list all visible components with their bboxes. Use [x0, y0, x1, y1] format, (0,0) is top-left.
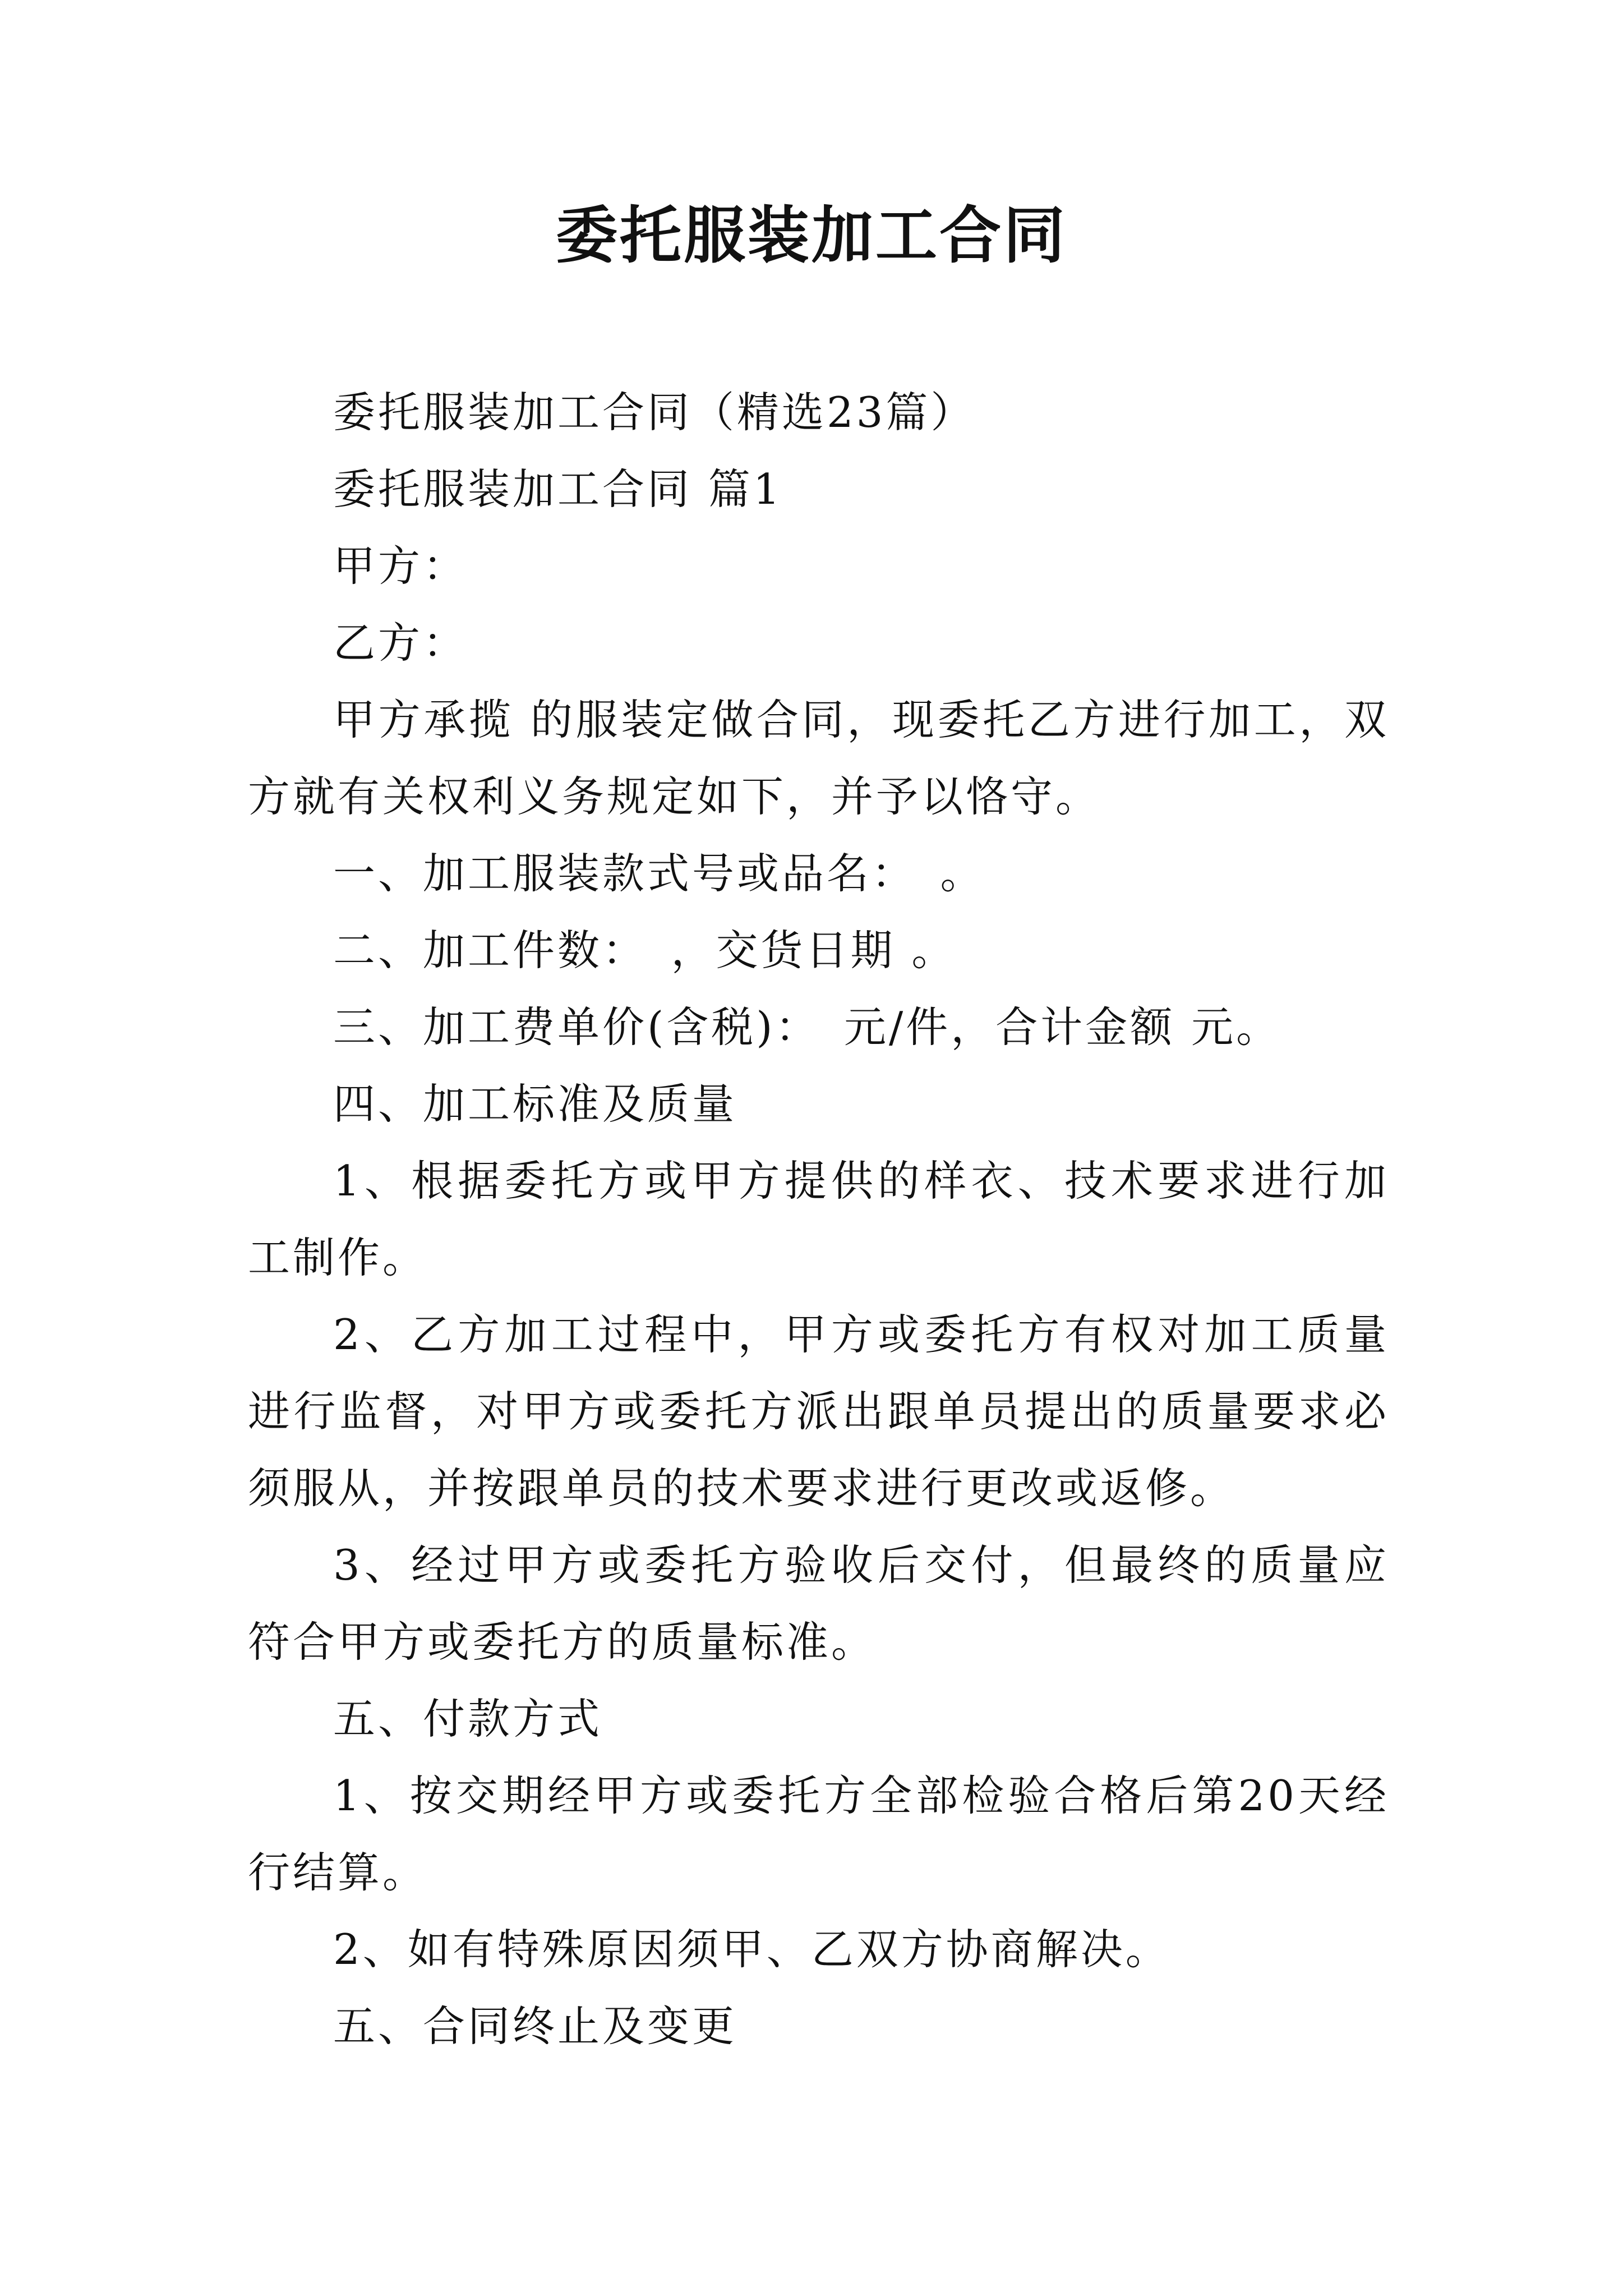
- section-heading-part-1: 委托服装加工合同 篇1: [333, 464, 783, 514]
- clause-5-heading: 五、付款方式: [333, 1694, 603, 1743]
- clause-5-item-1: 1、按交期经甲方或委托方全部检验合格后第20天经行结算。: [248, 1771, 1389, 1897]
- clause-1-style: 一、加工服装款式号或品名： 。: [333, 849, 985, 898]
- clause-4-item-2: 2、乙方加工过程中，甲方或委托方有权对加工质量进行监督，对甲方或委托方派出跟单员提出的质量要求必须服从，并按跟单员的技术要求进行更改或返修。: [248, 1310, 1389, 1513]
- clause-2-quantity: 二、加工件数： ，交货日期 。: [333, 926, 957, 975]
- clause-4-item-3: 3、经过甲方或委托方验收后交付，但最终的质量应符合甲方或委托方的质量标准。: [248, 1540, 1389, 1667]
- intro-paragraph: 甲方承揽 的服装定做合同，现委托乙方进行加工，双方就有关权利义务规定如下，并予以恪守。: [248, 695, 1389, 821]
- clause-termination-heading: 五、合同终止及变更: [333, 2001, 737, 2051]
- party-a-line: 甲方：: [333, 541, 468, 591]
- doc-subtitle: 委托服装加工合同（精选23篇）: [333, 388, 976, 437]
- document-title: 委托服装加工合同: [556, 199, 1067, 272]
- clause-3-price: 三、加工费单价(含税)： 元/件，合计金额 元。: [333, 1002, 1281, 1052]
- party-b-line: 乙方：: [333, 618, 468, 668]
- clause-5-item-2: 2、如有特殊原因须甲、乙双方协商解决。: [333, 1925, 1170, 1974]
- clause-4-heading: 四、加工标准及质量: [333, 1079, 737, 1129]
- document-body: [248, 374, 1389, 2065]
- clause-4-item-1: 1、根据委托方或甲方提供的样衣、技术要求进行加工制作。: [248, 1156, 1389, 1282]
